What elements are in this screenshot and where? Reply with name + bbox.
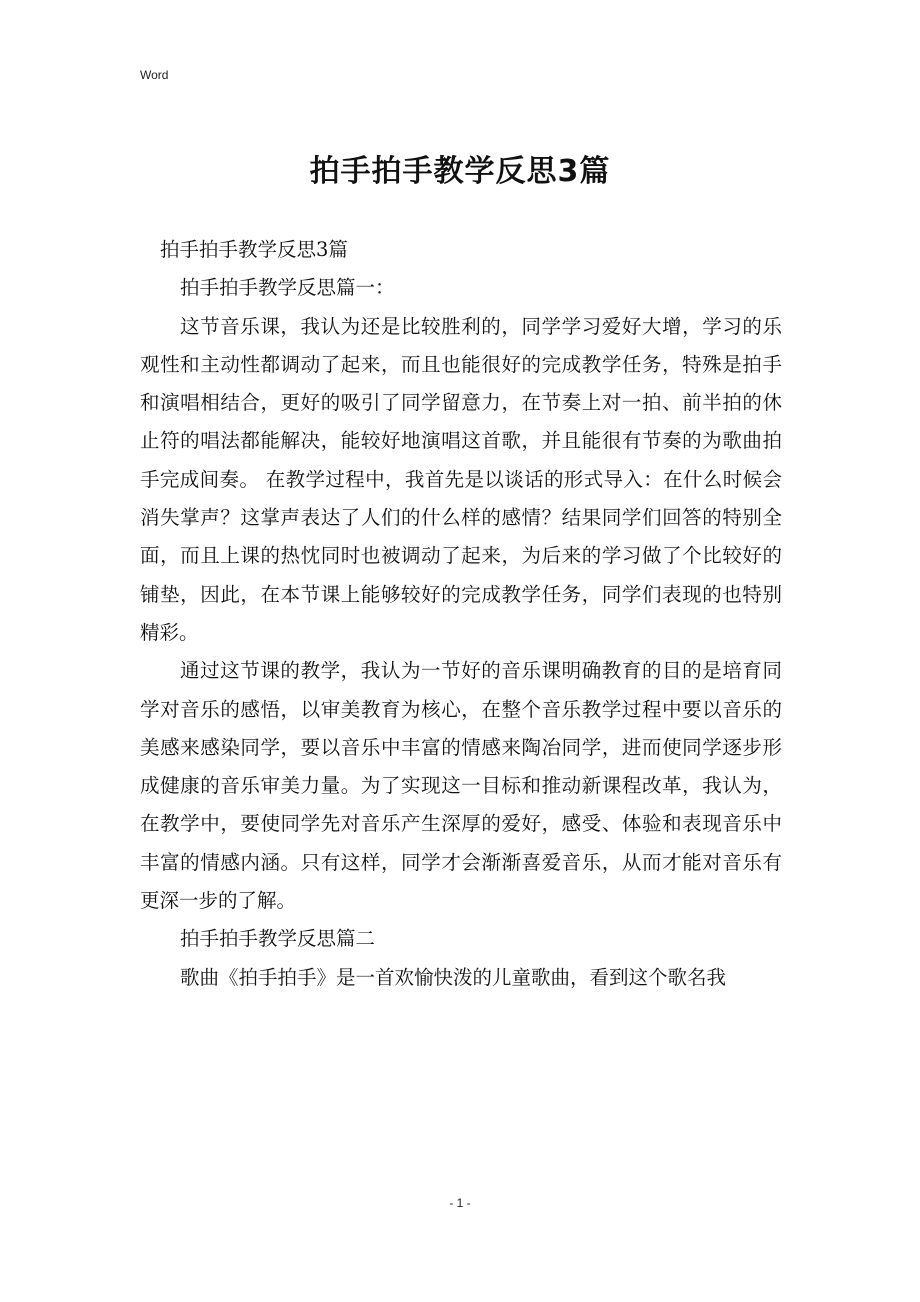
paragraph: 通过这节课的教学，我认为一节好的音乐课明确教育的目的是培育同学对音乐的感悟，以审美教育为核心，在整个音乐教学过程中要以音乐的美感来感染同学，要以音乐中丰富的情感来陶冶同学，进而使同学逐步形成健康的音乐审美力量。为了实现这一目标和推动新课程改革，我认为，在教学中，要使同学先对音乐产生深厚的爱好，感受、体验和表现音乐中丰富的情感内涵。只有这样，同学才会渐渐喜爱音乐，从而才能对音乐有更深一步的了解。 [140,659,782,913]
paragraph-section-heading-1: 拍手拍手教学反思篇一： [180,276,395,300]
page-number: - 1 - [449,1196,471,1210]
document-title: 拍手拍手教学反思3篇 [309,154,611,189]
paragraph: 歌曲《拍手拍手》是一首欢愉快泼的儿童歌曲，看到这个歌名我 [180,965,727,989]
paragraph-section-heading-2: 拍手拍手教学反思篇二 [180,927,376,951]
document-body [140,231,782,997]
paragraph: 这节音乐课，我认为还是比较胜利的，同学学习爱好大增，学习的乐观性和主动性都调动了起来，而且也能很好的完成教学任务，特殊是拍手和演唱相结合，更好的吸引了同学留意力，在节奏上对一拍、前半拍的休止符的唱法都能解决，能较好地演唱这首歌，并且能很有节奏的为歌曲拍手完成间奏。 在教学过程中，我首先是以谈话的形式导入：在什么时候会消失掌声？这掌声表达了人们的什么样的感情？结果同学们回答的特别全面，而且上课的热忱同时也被调动了起来，为后来的学习做了个比较好的铺垫，因此，在本节课上能够较好的完成教学任务，同学们表现的也特别精彩。 [140,314,782,644]
header-label: Word [140,68,169,82]
paragraph-subtitle: 拍手拍手教学反思3篇 [160,238,348,261]
